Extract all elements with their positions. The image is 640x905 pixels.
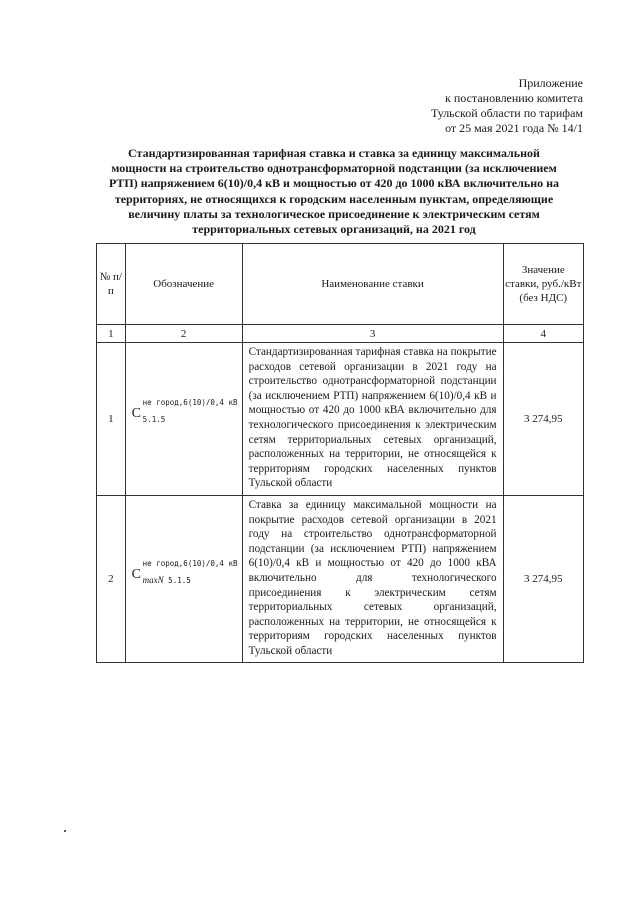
title-line-6: территориальных сетевых организаций, на 2021 год <box>192 222 476 237</box>
column-number: 4 <box>503 325 583 343</box>
symbol-subscript-index: 5.1.5 <box>142 415 166 425</box>
row-symbol <box>125 343 242 496</box>
title-line-4: территориях, не относящихся к городским населенным пунктам, определяющие <box>114 191 554 206</box>
table-row <box>97 495 584 663</box>
row-num: 1 <box>97 343 126 496</box>
row-symbol <box>125 495 242 663</box>
appendix-line-2: к постановлению комитета <box>445 91 583 105</box>
title-line-1: Стандартизированная тарифная ставка и ставка за единицу максимальной <box>128 146 540 160</box>
header-designation: Обозначение <box>125 244 242 325</box>
row-name: Стандартизированная тарифная ставка на покрытие расходов сетевой организации в 2021 году на строительство однотрансформаторной подстанции (за исключением РТП) напряжением 6(10)/0,4 кВ и мощностью от 420 до 1000 кВА включительно для технологического присоединения к электрическим сетям территориальных сетевых организаций, расположенных на территории, не относящейся к территориям городских населенных пунктов Тульской области <box>242 343 503 496</box>
column-number: 2 <box>125 325 242 343</box>
column-number: 3 <box>242 325 503 343</box>
title-line-3: РТП) напряжением 6(10)/0,4 кВ и мощностью от 420 до 1000 кВА включительно на <box>108 176 560 191</box>
document-title <box>95 146 573 237</box>
table-header-row <box>97 244 584 325</box>
appendix-line-3: Тульской области по тарифам <box>430 106 583 120</box>
symbol-base: C <box>131 406 142 422</box>
row-value: 3 274,95 <box>503 495 583 663</box>
symbol-superscript: не город,6(10)/0,4 кВ <box>142 558 238 568</box>
symbol-superscript: не город,6(10)/0,4 кВ <box>142 398 238 408</box>
symbol-subscript <box>143 575 191 585</box>
symbol-subscript-index: 5.1.5 <box>163 575 191 585</box>
appendix-block <box>431 76 583 136</box>
symbol-base: C <box>131 566 142 582</box>
title-line-5: величину платы за технологическое присоединение к электрическим сетям <box>128 206 540 221</box>
row-num: 2 <box>97 495 126 663</box>
row-value: 3 274,95 <box>503 343 583 496</box>
column-number: 1 <box>97 325 126 343</box>
appendix-line-1: Приложение <box>518 76 583 90</box>
scan-speck <box>64 830 66 832</box>
row-name: Ставка за единицу максимальной мощности на покрытие расходов сетевой организации в 2021 году на строительство однотрансформаторной подстанции (за исключением РТП) напряжением 6(10)/0,4 кВ и мощностью от 420 до 1000 кВА включительно для технологического присоединения к электрическим сетям территориальных сетевых организаций, расположенных на территории, не относящейся к территориям городских населенных пунктов Тульской области <box>242 495 503 663</box>
rate-symbol <box>130 557 238 585</box>
rates-table <box>96 243 584 663</box>
title-line-2: мощности на строительство однотрансформаторной подстанции (за исключением <box>111 161 557 176</box>
header-num: № п/п <box>97 244 126 325</box>
rate-symbol <box>130 396 238 424</box>
header-value: Значение ставки, руб./кВт (без НДС) <box>503 244 583 325</box>
appendix-line-4: от 25 мая 2021 года № 14/1 <box>445 121 583 135</box>
table-row <box>97 343 584 496</box>
symbol-subscript-italic: maxN <box>142 574 164 585</box>
column-number-row <box>97 325 584 343</box>
header-name: Наименование ставки <box>242 244 503 325</box>
symbol-subscript <box>143 414 166 424</box>
